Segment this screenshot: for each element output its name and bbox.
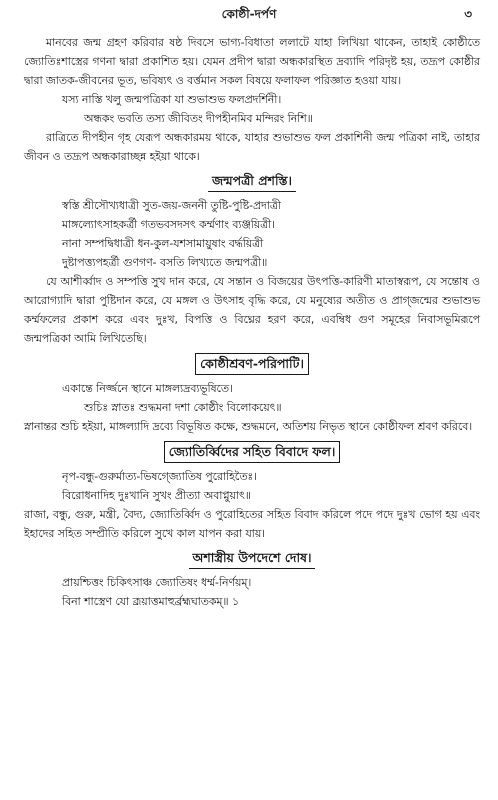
section-heading-ashastriya-text: অশাস্ত্রীয় উপদেশে দোষ। <box>189 548 316 569</box>
intro-paragraph: মানবের জন্ম গ্রহণ করিবার ষষ্ঠ দিবসে ভাগ্য-বিধাতা ললাটে যাহা লিখিয়া থাকেন, তাহাই কোষ্ঠীতে জ্যোতিঃশাস্ত্রের গণনা দ্বারা প্রকাশিত হয়। যেমন প্রদীপ দ্বারা অন্ধকারস্থিত দ্রব্যাদি পরিদৃষ্ট হয়, তদ্রূপ কোষ্ঠীর দ্বারা জাতক-জীবনের ভূত, ভবিষ্যৎ ও বর্ত্তমান সকল বিষয়ে ফলাফল পরিজ্ঞাত হওয়া যায়। <box>24 36 480 87</box>
section-heading-janmapatri <box>24 171 480 192</box>
janmapatri-verse-line-3: নানা সম্পদ্বিধাত্রী ধন-কুল-যশসামায়ুষাং বর্দ্ধয়িত্রী <box>62 237 264 250</box>
intro-verse-line-2: অন্ধকং ভবতি তস্য জীবিতং দীপহীনমিব মন্দিরং নিশি॥ <box>84 112 313 125</box>
janmapatri-verse-line-4: দুষ্টাপত্ত্যপহর্ত্রী গুণগণ- বসতি লিখ্যতে জন্মপত্রী॥ <box>62 256 268 269</box>
shravan-explanation: স্নানান্তর শুচি হইয়া, মাঙ্গল্যাদি দ্রব্যে বিভূষিত কক্ষে, শুদ্ধমনে, অতিশয় নিভৃত স্থানে কোষ্ঠীফল শ্রবণ করিবে। <box>24 420 473 433</box>
vivad-verse-line-1: নৃপ-বন্ধু-গুরুর্মাত্য-ভিষগ্জ্যোতিষ পুরোহিতৈঃ। <box>62 470 258 483</box>
section-heading-ashastriya <box>24 548 480 569</box>
section-heading-koshthi-shravan <box>24 353 480 375</box>
section-heading-janmapatri-text: জন্মপত্রী প্রশস্তি। <box>208 171 296 192</box>
intro-verse-line-1: যস্য নাস্তি খলু জন্মপত্রিকা যা শুভাশুভ ফলপ্রদর্শিনী। <box>62 93 282 106</box>
intro-explanation: রাত্রিতে দীপহীন গৃহ যেরূপ অন্ধকারময় থাকে, যাহার শুভাশুভ ফল প্রকাশিনী জন্ম পত্রিকা নাই, তাহার জীবন ও তদ্রূপ অন্ধকারাচ্ছন্ন হইয়া থাকে। <box>24 131 480 163</box>
section-heading-jyotirvid-vivad-text: জ্যোতির্ব্বিদের সহিত বিবাদে ফল। <box>164 441 341 463</box>
janmapatri-verse-line-2: মাঙ্গল্যোৎসাহকর্ত্রী গতভবসদসৎ কর্ম্মণাং ব্যঞ্জয়িত্রী। <box>62 218 276 231</box>
ashastriya-verse-line-1: প্রায়শ্চিত্তং চিকিৎসাঞ্চ জ্যোতিষং ধর্ম্ম-নির্ণয়ম্। <box>62 576 252 589</box>
janmapatri-verse-line-1: স্বস্তি শ্রীসৌখ্যধাত্রী সুত-জয়-জননী তুষ্টি-পুষ্টি-প্রদাত্রী <box>62 199 281 212</box>
page-number: ৩ <box>464 7 472 21</box>
shravan-verse-line-2: শুচিঃ স্নাতঃ শুদ্ধমনা দশা কোষ্ঠীং বিলোকয়েৎ॥ <box>84 401 282 414</box>
section-heading-koshthi-shravan-text: কোষ্ঠীশ্রবণ-পরিপাটি। <box>195 353 309 375</box>
section-heading-jyotirvid-vivad <box>24 441 480 463</box>
vivad-explanation: রাজা, বন্ধু, গুরু, মন্ত্রী, বৈদ্য, জ্যোতির্ব্বিদ ও পুরোহিতের সহিত বিবাদ করিলে পদে পদে দুঃখ ভোগ হয় এবং ইহাদের সহিত সম্প্রীতি করিলে সুখে কাল যাপন করা যায়। <box>24 508 480 540</box>
ashastriya-verse-line-2: বিনা শাস্ত্রেণ যো ব্রূয়াত্তমাহুর্ব্রহ্মঘাতকম্॥ ১ <box>62 595 239 608</box>
running-title: কোষ্ঠী-দর্পণ <box>221 7 277 21</box>
page-body <box>24 33 480 611</box>
janmapatri-explanation: যে আশীর্ব্বাদ ও সম্পত্তি সুখ দান করে, যে সন্তান ও বিজয়ের উৎপত্তি-কারিণী মাতাস্বরূপ, যে সন্তোষ ও আরোগ্যাদি দ্বারা পুষ্টিদান করে, যে মঙ্গল ও উৎসাহ বৃদ্ধি করে, যে মনুষ্যের অতীত ও প্রাগ্জন্মের শুভাশুভ কর্ম্মফলের প্রকাশ করে এবং দুঃখ, বিপত্তি ও বিঘ্নের হরণ করে, এবম্বিধ গুণ সমূহের নিবাসভূমিরূপে জন্মপত্রিকা আমি লিখিতেছি। <box>24 275 480 345</box>
shravan-verse-line-1: একান্তে নির্জ্জনে স্থানে মাঙ্গল্যদ্রব্যভূষিতে। <box>62 382 233 395</box>
vivad-verse-line-2: বিরোধনাদিহ দুঃখানি সুখং প্রীত্যা অবাপ্নুয়াৎ॥ <box>62 489 251 502</box>
